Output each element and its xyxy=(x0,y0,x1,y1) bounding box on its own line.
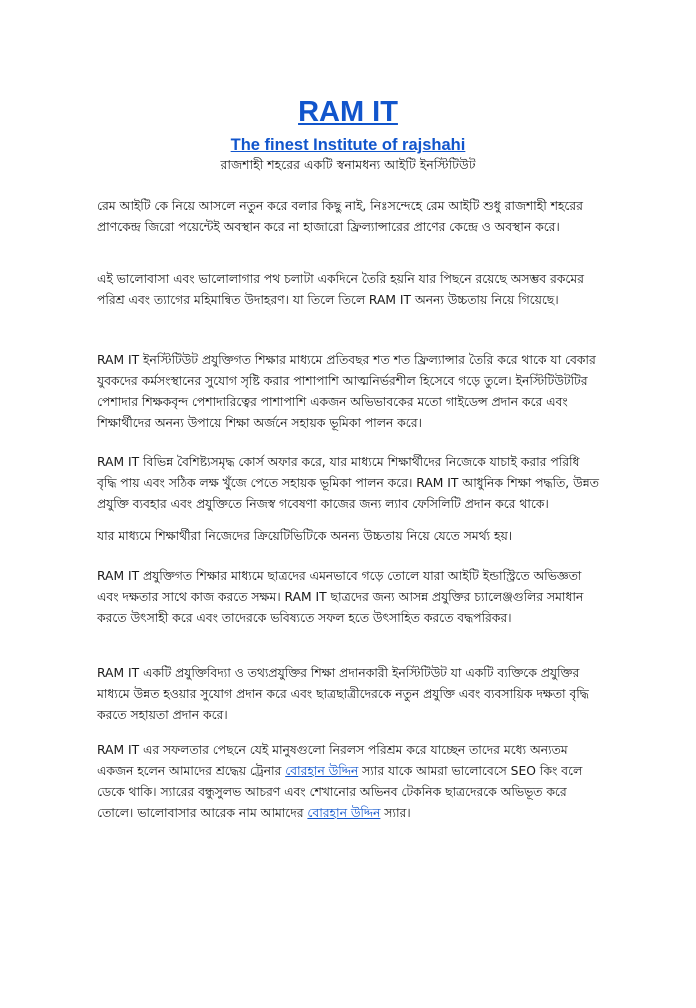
paragraph-journey: এই ভালোবাসা এবং ভালোলাগার পথ চলাটা একদিনে তৈরি হয়নি যার পিছনে রয়েছে অসম্ভব রকমের পরিশ্র এবং ত্যাগের মহিমান্বিত উদাহরণ। যা তিলে তিলে RAM IT অনন্য উচ্চতায় নিয়ে গিয়েছে। xyxy=(97,272,584,307)
page-subtitle: The finest Institute of rajshahi xyxy=(230,136,466,154)
trainer-text-part2: স্যার যাকে আমরা ভালোবেসে SEO কিং বলে ডেকে থাকি। স্যারের বন্ধুসুলভ আচরণ এবং শেখানোর অভিনব টেকনিক ছাত্রদেরকে অভিভূত করে তোলে। ভালোবাসার আরেক নাম আমাদের xyxy=(97,764,583,820)
paragraph-courses: RAM IT বিভিন্ন বৈশিষ্ট্যসমৃদ্ধ কোর্স অফার করে, যার মাধ্যমে শিক্ষার্থীদের নিজেকে যাচাই করার পরিধি বৃদ্ধি পায় এবং সঠিক লক্ষ খুঁজে পেতে সহায়ক ভূমিকা পালন করে। RAM IT আধুনিক শিক্ষা পদ্ধতি, উন্নত প্রযুক্তি ব্যবহার এবং প্রযুক্তিতে নিজস্ব গবেষণা কাজের জন্য ল্যাব ফেসিলিটি প্রদান করে থাকে। xyxy=(97,455,599,511)
paragraph-intro: রেম আইটি কে নিয়ে আসলে নতুন করে বলার কিছু নাই, নিঃসন্দেহে রেম আইটি শুধু রাজশাহী শহরের প্রাণকেন্দ্র জিরো পয়েন্টেই অবস্থান করে না হাজারো ফ্রিল্যান্সারের প্রাণের কেন্দ্রে ও অবস্থান করে। xyxy=(97,199,583,234)
paragraph-creativity: যার মাধ্যমে শিক্ষার্থীরা নিজেদের ক্রিয়েটিভিটিকে অনন্য উচ্চতায় নিয়ে যেতে সমর্থ্য হয়। xyxy=(97,529,513,543)
page-title: RAM IT xyxy=(298,96,398,128)
paragraph-freelancers: RAM IT ইনস্টিটিউট প্রযুক্তিগত শিক্ষার মাধ্যমে প্রতিবছর শত শত ফ্রিল্যান্সার তৈরি করে থাকে যা বেকার যুবকদের কর্মসংস্থানের সুযোগ সৃষ্টি করার পাশাপাশি আত্মনির্ভরশীল হিসেবে গড়ে তুলে। ইনস্টিটিউটটির পেশাদার শিক্ষকবৃন্দ পেশাদারিত্বের পাশাপাশি একজন অভিভাবকের মতো গাইডেন্স প্রদান করে এবং শিক্ষার্থীদের অনন্য উপায়ে শিক্ষা অর্জনে সহায়ক ভূমিকা পালন করে। xyxy=(97,353,596,430)
trainer-text-part3: স্যার। xyxy=(380,806,411,820)
trainer-text-part1: RAM IT এর সফলতার পেছনে যেই মানুষগুলো নিরলস পরিশ্রম করে যাচ্ছেন তাদের মধ্যে অন্যতম একজন হলেন আমাদের শ্রদ্ধেয় ট্রেনার xyxy=(97,743,568,778)
paragraph-business: RAM IT একটি প্রযুক্তিবিদ্যা ও তথ্যপ্রযুক্তির শিক্ষা প্রদানকারী ইনস্টিটিউট যা একটি ব্যক্তিকে প্রযুক্তির মাধ্যমে উন্নত হওয়ার সুযোগ প্রদান করে এবং ছাত্রছাত্রীদেরকে নতুন প্রযুক্তি এবং ব্যবসায়িক দক্ষতা বৃদ্ধি করতে সহায়তা প্রদান করে। xyxy=(97,666,589,722)
trainer-name-link-2[interactable]: বোরহান উদ্দিন xyxy=(307,806,381,820)
trainer-name-link[interactable]: বোরহান উদ্দিন xyxy=(285,764,359,778)
paragraph-industry: RAM IT প্রযুক্তিগত শিক্ষার মাধ্যমে ছাত্রদের এমনভাবে গড়ে তোলে যারা আইটি ইন্ডাস্ট্রিতে অভিজ্ঞতা এবং দক্ষতার সাথে কাজ করতে সক্ষম। RAM IT ছাত্রদের জন্য আসন্ন প্রযুক্তির চ্যালেঞ্জগুলির সমাধান করতে উৎসাহী করে এবং তাদেরকে ভবিষ্যতে সফল হতে উৎসাহিত করতে বদ্ধপরিকর। xyxy=(97,569,584,625)
paragraph-trainer xyxy=(97,740,601,824)
page-tagline: রাজশাহী শহরের একটি স্বনামধন্য আইটি ইনস্টিটিউট xyxy=(220,157,476,172)
